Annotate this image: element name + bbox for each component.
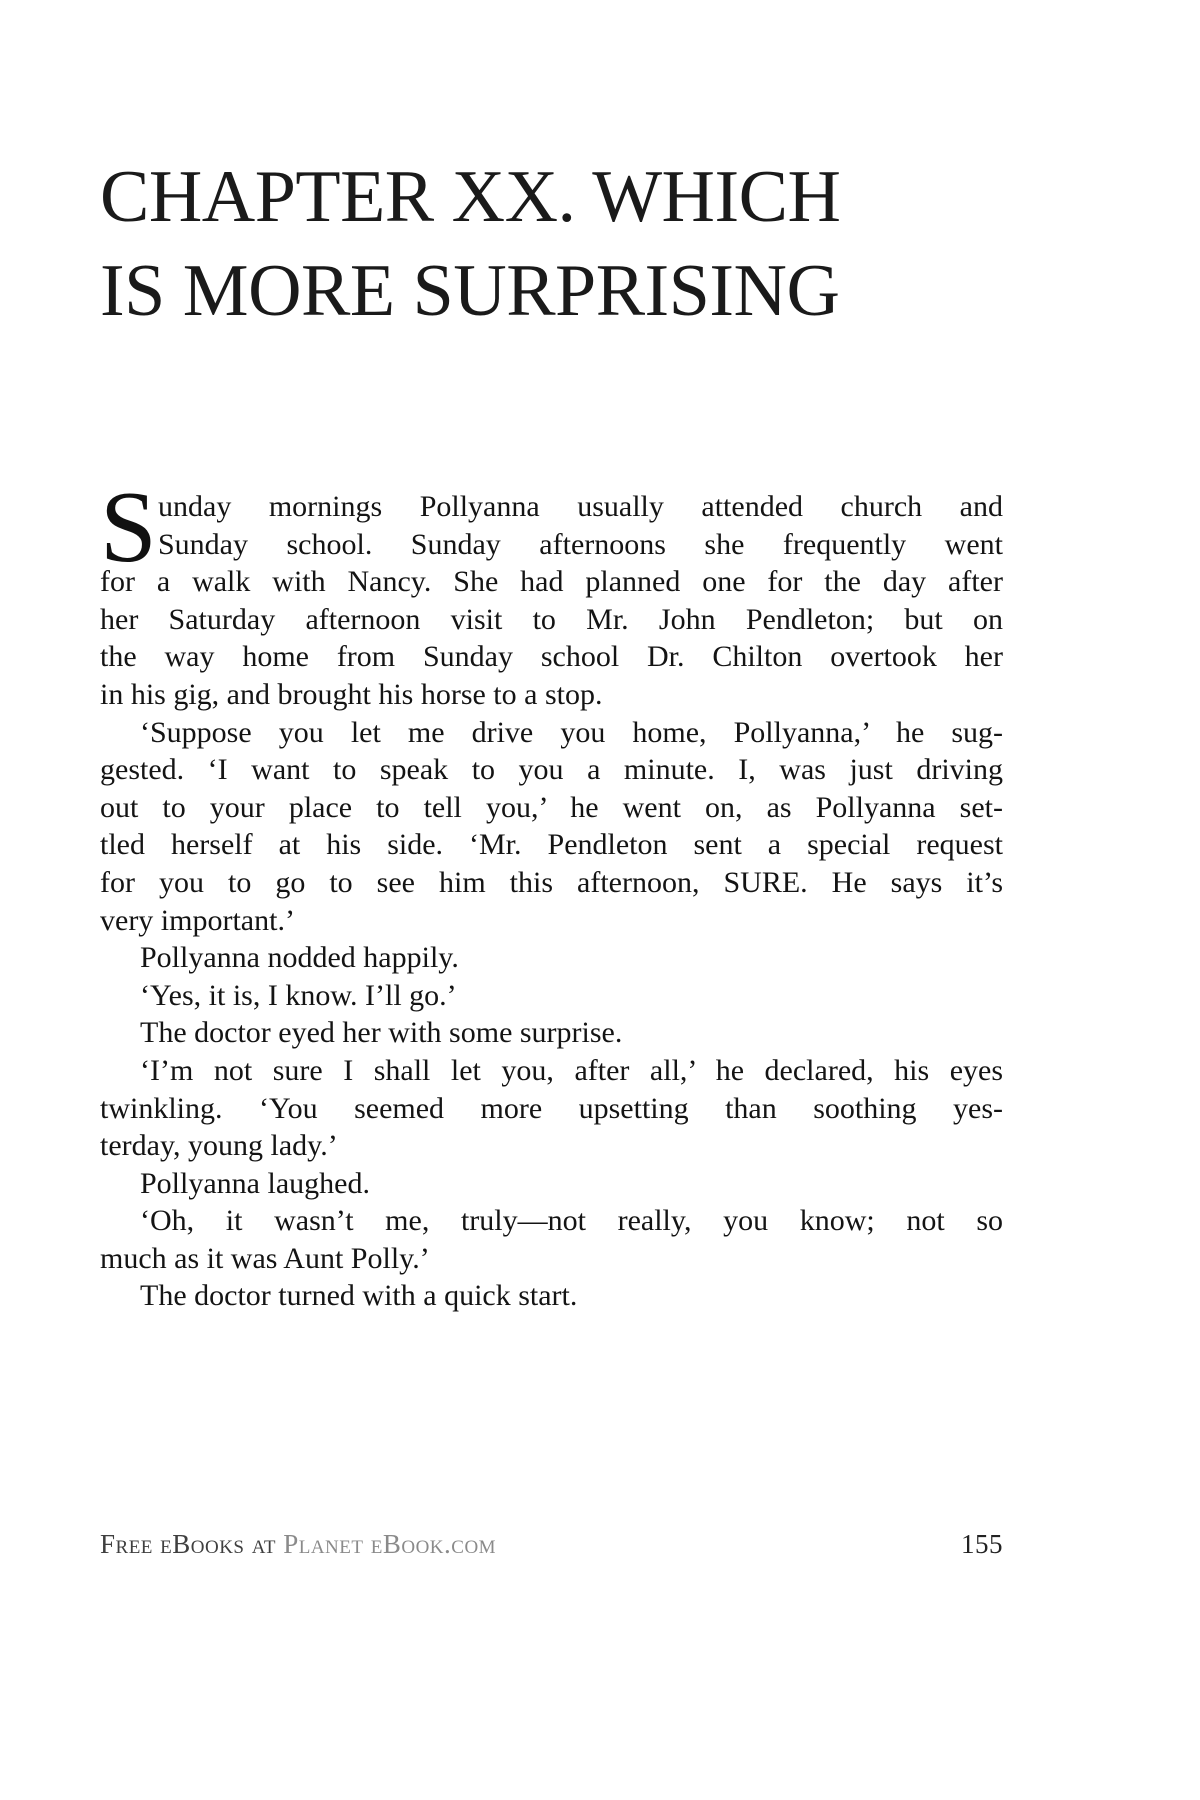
chapter-title-line: CHAPTER XX. WHICH	[100, 156, 841, 238]
text-line: much as it was Aunt Polly.’	[100, 1241, 430, 1275]
text-line: The doctor eyed her with some surprise.	[140, 1016, 623, 1050]
chapter-title	[100, 150, 1060, 338]
text-line: tled herself at his side. ‘Mr. Pendleton sent a special request	[100, 828, 1003, 862]
text-line: unday mornings Pollyanna usually attended church and	[158, 490, 1003, 523]
footer-brand-prefix: Free eBooks at	[100, 1529, 276, 1559]
paragraph	[100, 1014, 1003, 1052]
text-line: gested. ‘I want to speak to you a minute. I, was just driving	[100, 753, 1003, 787]
text-line: ‘I’m not sure I shall let you, after all,’ he declared, his eyes	[140, 1053, 1003, 1087]
text-line: in his gig, and brought his horse to a stop.	[100, 677, 603, 711]
paragraph	[100, 1202, 1003, 1277]
text-line: twinkling. ‘You seemed more upsetting than soothing yes-	[100, 1091, 1003, 1125]
paragraph	[100, 1165, 1003, 1203]
text-line: terday, young lady.’	[100, 1129, 338, 1163]
drop-cap: S	[100, 471, 157, 584]
paragraph	[100, 714, 1003, 940]
footer-brand-site-link[interactable]: Planet eBook.com	[283, 1529, 497, 1559]
text-line: ‘Oh, it wasn’t me, truly—not really, you know; not so	[140, 1204, 1003, 1238]
paragraph	[100, 471, 1003, 714]
text-line: for a walk with Nancy. She had planned one for the day after	[100, 565, 1003, 599]
paragraph	[100, 977, 1003, 1015]
paragraph	[100, 939, 1003, 977]
text-line: The doctor turned with a quick start.	[140, 1279, 578, 1313]
paragraph	[100, 1052, 1003, 1165]
body-text	[100, 471, 1003, 1315]
text-line: for you to go to see him this afternoon, SURE. He says it’s	[100, 865, 1003, 899]
page-number: 155	[961, 1529, 1003, 1559]
text-line: Pollyanna nodded happily.	[140, 941, 459, 975]
text-line: Sunday school. Sunday afternoons she frequently went	[158, 527, 1003, 561]
text-line: the way home from Sunday school Dr. Chilton overtook her	[100, 640, 1003, 674]
text-line: ‘Suppose you let me drive you home, Pollyanna,’ he sug-	[140, 715, 1003, 749]
text-line: out to your place to tell you,’ he went on, as Pollyanna set-	[100, 790, 1003, 824]
text-line: Pollyanna laughed.	[140, 1166, 370, 1200]
chapter-title-line: IS MORE SURPRISING	[100, 250, 840, 332]
text-line: ‘Yes, it is, I know. I’ll go.’	[140, 978, 457, 1012]
text-line: her Saturday afternoon visit to Mr. John Pendleton; but on	[100, 602, 1003, 636]
page-footer	[100, 1528, 1003, 1560]
paragraph	[100, 1277, 1003, 1315]
footer-brand[interactable]	[100, 1529, 496, 1559]
text-line: very important.’	[100, 903, 295, 937]
